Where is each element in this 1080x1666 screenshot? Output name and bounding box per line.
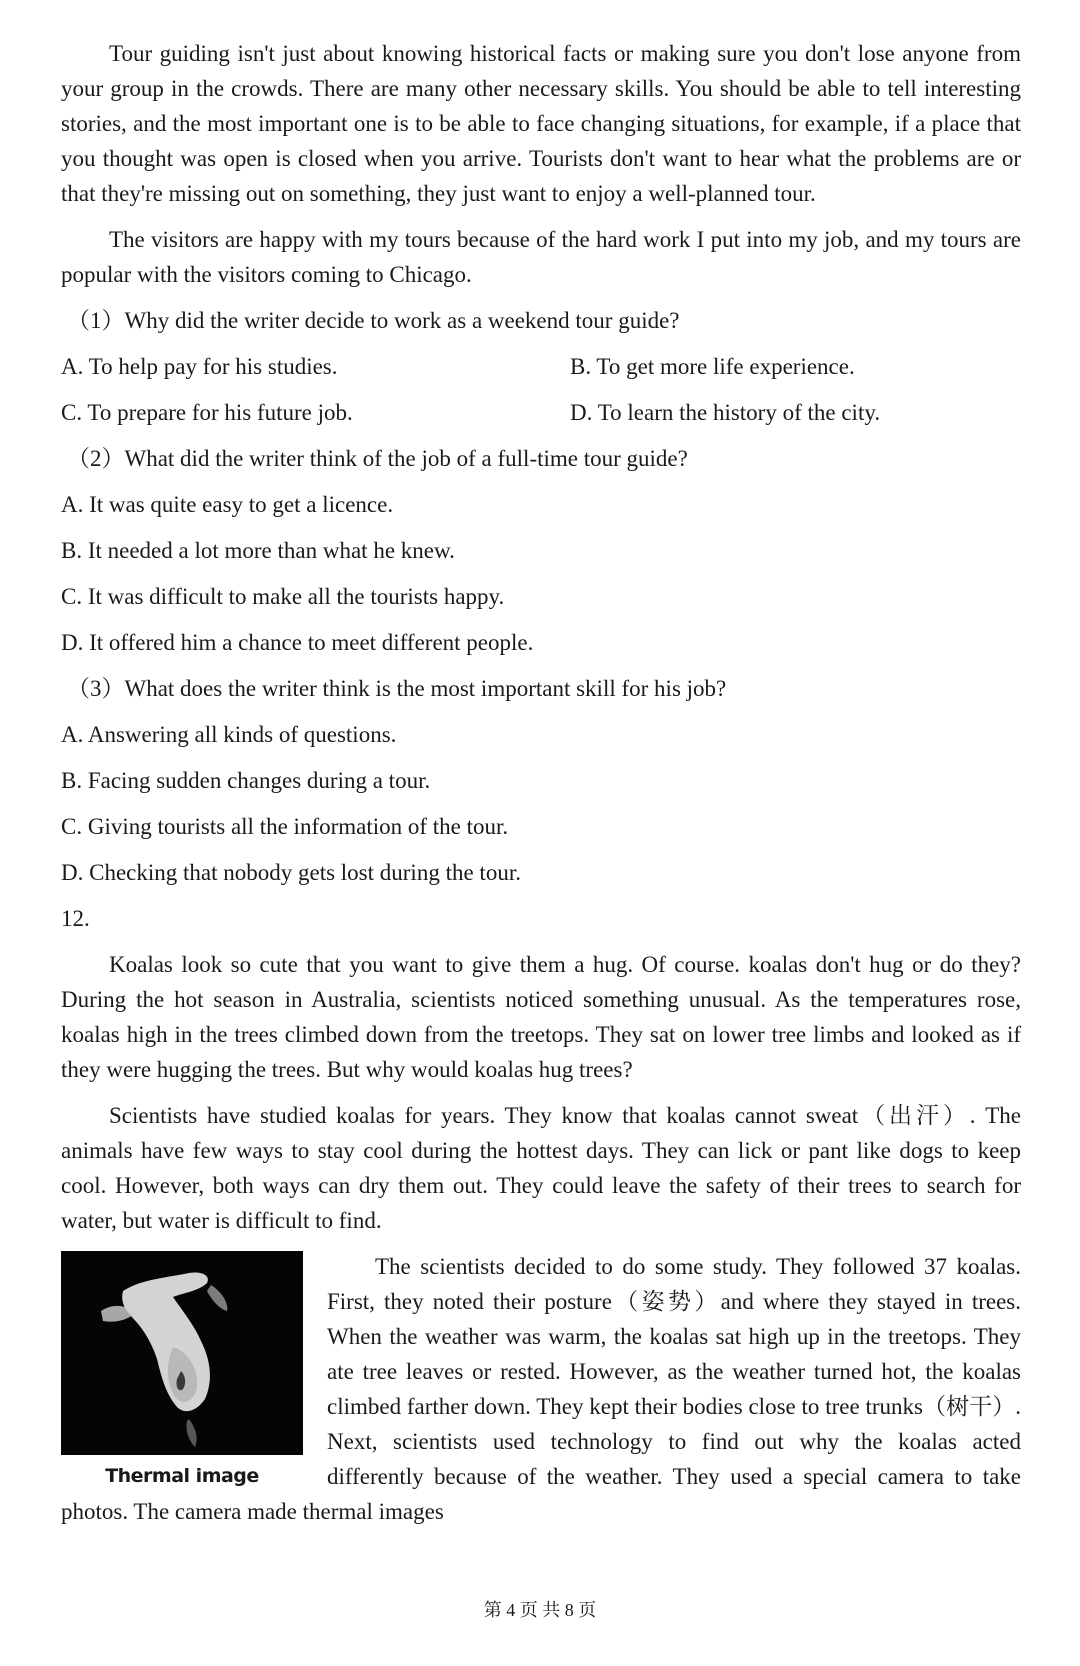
passage-paragraph-1: Tour guiding isn't just about knowing historical facts or making sure you don't lose anyone from your group in the crowds. There are many other necessary skills. You should be able to tell interesting stories, and the most important one is to be able to face changing situations, for example, if a place that you thought was open is closed when you arrive. Tourists don't want to hear what the problems are or that they're missing out on something, they just want to enjoy a well-planned tour. [61, 41, 1021, 206]
question-number-12: 12. [61, 906, 90, 931]
koala-paragraph-3: The scientists decided to do some study. They followed 37 koalas. First, they noted their posture（姿势）and where they stayed in trees. When the weather was warm, the koalas sat high up in the treetops. They ate tree leaves or rested. However, as the weather turned hot, the koalas climbed farther down. They kept their bodies close to tree trunks（树干）. Next, scientists used technology to find out why the koalas acted differently because of the weather. They used a special camera to take photos. The camera made thermal images [61, 1254, 1021, 1524]
question-3-stem: （3）What does the writer think is the most important skill for his job? [67, 676, 727, 701]
question-1-option-a: A. To help pay for his studies. [61, 354, 338, 379]
question-3-option-a: A. Answering all kinds of questions. [61, 722, 397, 747]
question-1-options-row-1 [61, 349, 1021, 384]
question-1-option-b: B. To get more life experience. [570, 354, 855, 379]
question-2-option-c: C. It was difficult to make all the tourists happy. [61, 584, 505, 609]
question-2-option-d: D. It offered him a chance to meet different people. [61, 630, 534, 655]
question-3-option-c: C. Giving tourists all the information of the tour. [61, 814, 509, 839]
question-3-option-d: D. Checking that nobody gets lost during the tour. [61, 860, 521, 885]
page-footer: 第 4 页 共 8 页 [483, 1600, 597, 1620]
thermal-koala-image [61, 1251, 303, 1455]
question-1-options-row-2 [61, 395, 1021, 430]
thermal-figure [61, 1251, 303, 1489]
question-1-stem: （1）Why did the writer decide to work as a weekend tour guide? [67, 308, 680, 333]
question-2-stem: （2）What did the writer think of the job of a full-time tour guide? [67, 446, 688, 471]
question-3-option-b: B. Facing sudden changes during a tour. [61, 768, 431, 793]
koala-paragraph-1: Koalas look so cute that you want to give them a hug. Of course. koalas don't hug or do they? During the hot season in Australia, scientists noticed something unusual. As the temperatures rose, koalas high in the trees climbed down from the treetops. They sat on lower tree limbs and looked as if they were hugging the trees. But why would koalas hug trees? [61, 952, 1021, 1082]
page-content [61, 36, 1021, 1529]
question-2-option-b: B. It needed a lot more than what he knew. [61, 538, 455, 563]
figure-caption: Thermal image [105, 1465, 259, 1487]
question-1-option-d: D. To learn the history of the city. [570, 400, 881, 425]
question-2-option-a: A. It was quite easy to get a licence. [61, 492, 394, 517]
question-1-option-c: C. To prepare for his future job. [61, 400, 353, 425]
passage-paragraph-2: The visitors are happy with my tours because of the hard work I put into my job, and my tours are popular with the visitors coming to Chicago. [61, 227, 1021, 287]
koala-figure-block [61, 1249, 1021, 1529]
koala-paragraph-2: Scientists have studied koalas for years. They know that koalas cannot sweat（出汗）. The animals have few ways to stay cool during the hottest days. They can lick or pant like dogs to keep cool. However, both ways can dry them out. They could leave the safety of their trees to search for water, but water is difficult to find. [61, 1103, 1021, 1233]
